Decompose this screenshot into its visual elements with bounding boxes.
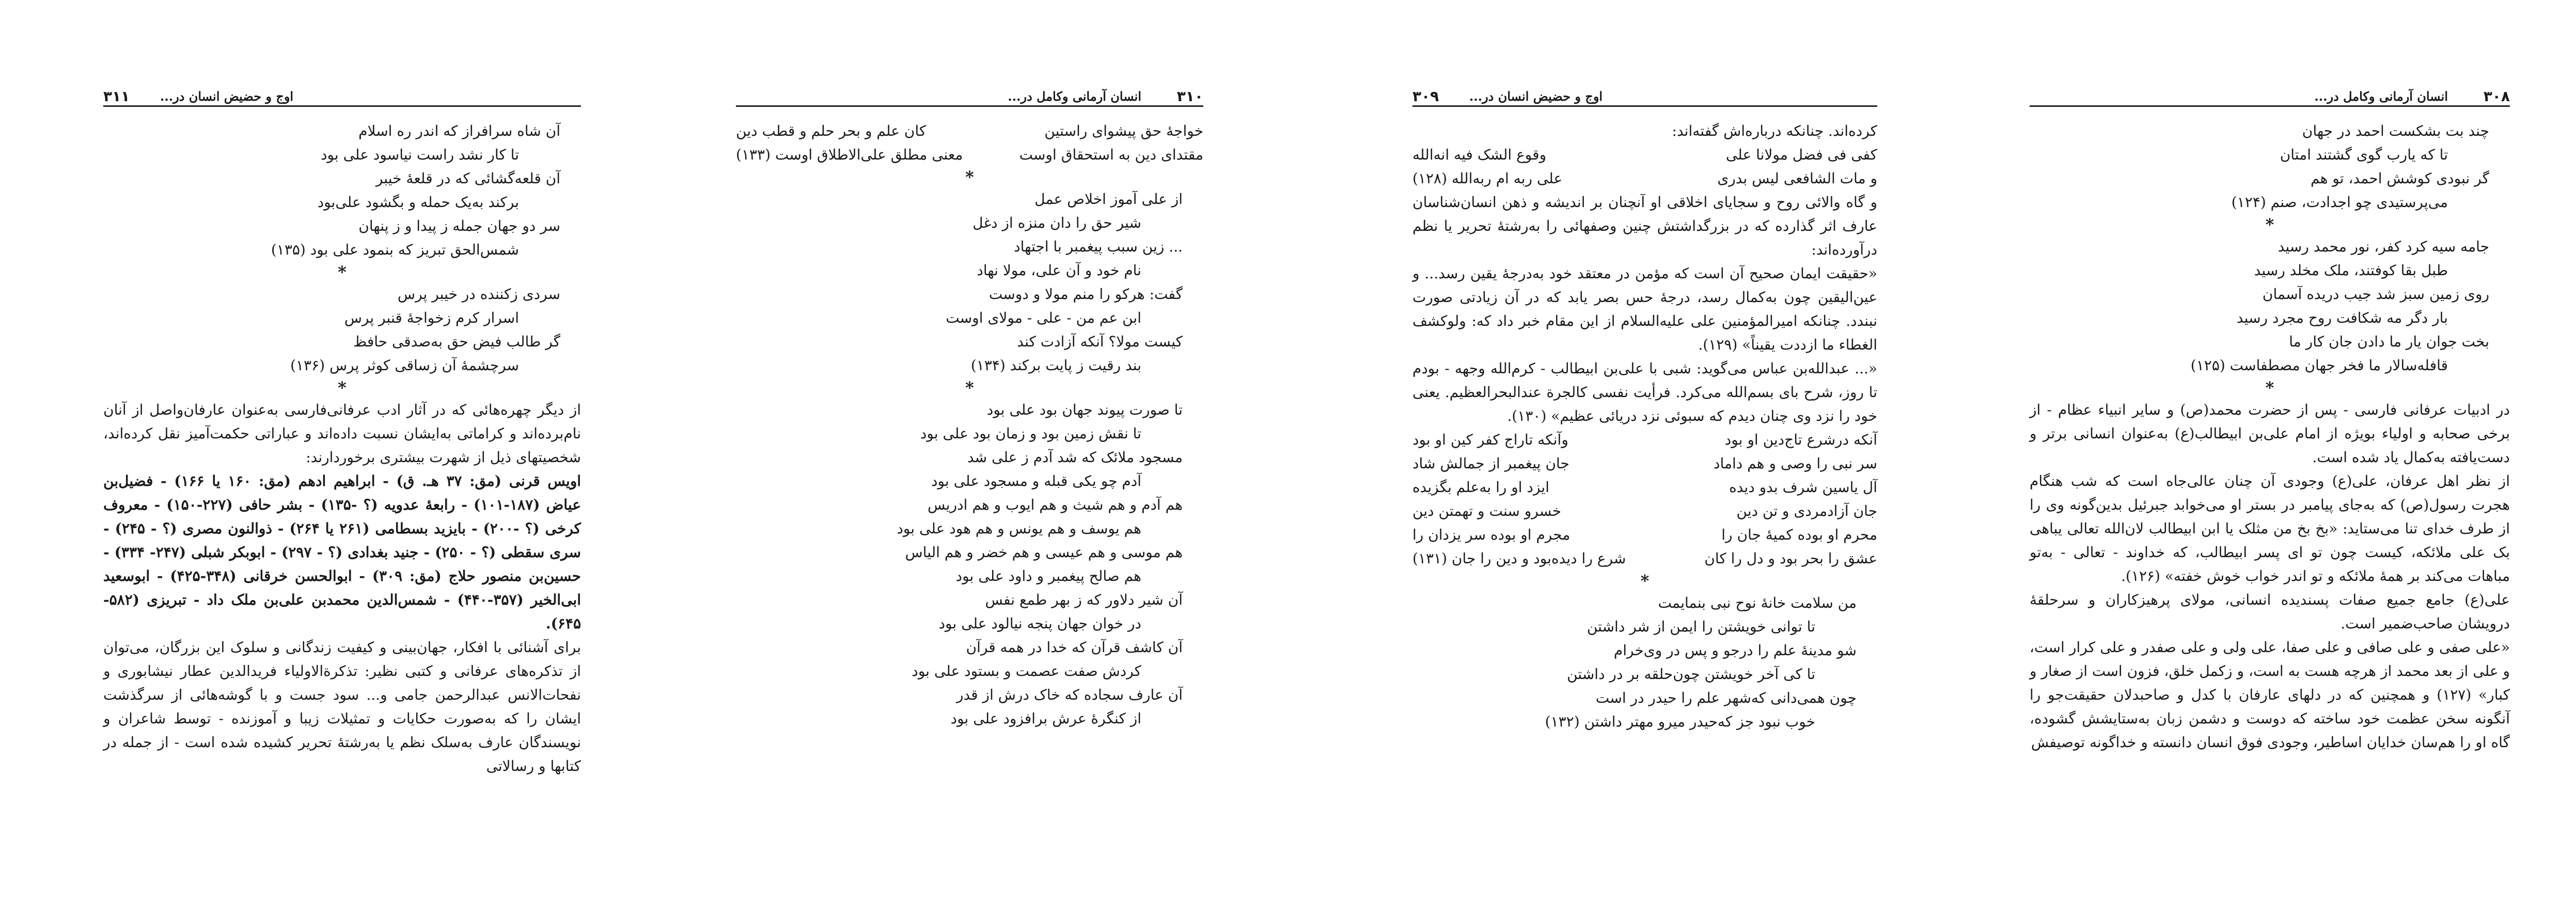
verse-line: تا نقش زمین بود و زمان بود علی بود (920, 425, 1141, 442)
verse-line: طبل بقا کوفتند، ملک مخلد رسید (2254, 262, 2448, 279)
verse-line: من سلامت خانهٔ نوح نبی بنمایمت (1658, 594, 1857, 611)
verse-pair (736, 143, 1203, 167)
verse-line: سرچشمهٔ آن زساقی کوثر پرس (۱۳۶) (290, 357, 519, 374)
verse-line: تا کار نشد راست نیاسود علی بود (320, 146, 519, 163)
verse-line: قافله‌سالار ما فخر جهان مصطفاست (۱۲۵) (2190, 357, 2448, 374)
verse-line: از کنگرهٔ عرش برافزود علی بود (950, 710, 1141, 727)
verse-line: گر نبودی کوشش احمد، تو هم (2311, 170, 2489, 187)
page-body (1412, 119, 1877, 734)
verse-hemistich-right: آنکه درشرع تاج‌دین او بود (1724, 431, 1877, 448)
verse-pair (1412, 476, 1877, 499)
verse-line: آن شاه سرافراز که اندر ره اسلام (358, 122, 560, 139)
page-body (736, 119, 1203, 731)
verse-pair (1412, 143, 1877, 167)
verse-hemistich-right: و مات الشافعی لیس بدری (1717, 170, 1877, 187)
verse-pair (1412, 428, 1877, 452)
verse-hemistich-left: معنی مطلق علی‌الاطلاق اوست (۱۳۳) (736, 146, 963, 163)
verse-hemistich-left: علی ربه ام ربه‌الله (۱۲۸) (1412, 170, 1563, 187)
verse-hemistich-right: خواجهٔ حق پیشوای راستین (1044, 122, 1203, 139)
section-separator: * (338, 378, 347, 398)
verse-pair (1412, 167, 1877, 191)
verse-line: از علی آموز اخلاص عمل (1034, 191, 1183, 208)
verse-hemistich-right: آل یاسین شرف بدو دیده (1729, 479, 1877, 496)
verse-pair (1412, 547, 1877, 571)
verse-line: تا توانی خویشتن را ایمن از شر داشتن (1587, 618, 1815, 635)
section-separator: * (338, 262, 347, 282)
page-body (2030, 119, 2510, 754)
running-title: اوج و حضیض انسان در... (160, 89, 294, 104)
verse-line: آن کاشف قرآن که خدا در همه قرآن (966, 639, 1183, 656)
verse-line: کیست مولا؟ آنکه آزادت کند (1017, 333, 1183, 350)
verse-hemistich-left: کان علم و بحر حلم و قطب دین (736, 122, 926, 139)
page-308 (2030, 88, 2510, 754)
prose-paragraph: در ادبیات عرفانی فارسی - پس از حضرت محمد(ص) و سایر انبیاء عظام - از برخی صحابه و اولیاء بویژه از امام علی‌بن ابیطالب(ع) به‌عنوان انسانی برتر و دست‌یافته به‌کمال یاد شده است. (2030, 401, 2510, 466)
page-header (736, 88, 1203, 107)
prose-paragraph: و گاه والائی روح و سجایای اخلاقی او آنچنان بر اندیشه و ذهن انسان‌شناسان عارف اثر گذارده که در بزرگداشتش چنین وصفهائی را به‌رشتهٔ تحریر یا نظم درآورده‌اند: (1412, 194, 1877, 258)
page-310 (736, 88, 1203, 731)
verse-line: اسرار کرم زخواجهٔ قنبر پرس (344, 309, 519, 326)
verse-pair (1412, 499, 1877, 523)
page-number: ۳۱۰ (1176, 88, 1203, 105)
prose-paragraph: «علی صفی و علی صافی و علی صفا، علی ولی و علی صفدر و علی کرار است، و علی از بعد محمد از هرچه هست به است، و زکمل خلق، فزون است از صغار و کبار» (۱۲۷) و همچنین که در دلهای عارفان با کدل و صاحبدلان حقیقت‌جو را آنگونه سخن عظمت خود ساخته که دوست و دشمن زبان به‌ستایشش گشوده، گاه او را هم‌سان خدایان اساطیر، وجودی فوق انسان دانسته و خداگونه توصیفش (2030, 639, 2510, 751)
verse-line: بخت جوان یار ما دادن جان کار ما (2289, 333, 2489, 350)
verse-hemistich-right: سر نبی را وصی و هم داماد (1714, 455, 1877, 472)
verse-hemistich-left: مجرم او بوده سر یزدان را (1412, 526, 1570, 543)
verse-hemistich-left: ایزد او را به‌علم بگزیده (1412, 479, 1549, 496)
verse-line: بار دگر مه شکافت روح مجرد رسید (2236, 309, 2448, 326)
verse-line: جامه سیه کرد کفر، نور محمد رسید (2277, 238, 2489, 255)
verse-line: شو مدینهٔ علم را درجو و پس در وی‌خرام (1613, 642, 1857, 659)
verse-hemistich-right: مقتدای دین به استحقاق اوست (1019, 146, 1203, 163)
verse-line: آدم چو یکی قبله و مسجود علی بود (931, 472, 1141, 490)
verse-line: گفت: هرکو را منم مولا و دوست (988, 286, 1183, 303)
verse-line: شیر حق را دان منزه از دغل (972, 214, 1141, 231)
page-311 (103, 88, 581, 778)
verse-hemistich-right: کفی فی فضل مولانا علی (1725, 146, 1877, 163)
verse-line: سر دو جهان جمله ز پیدا و ز پنهان (358, 217, 560, 234)
verse-line: ابن عم من - علی - مولای اوست (946, 309, 1141, 326)
verse-line: کرده‌اند. چنانکه درباره‌اش گفته‌اند: (1672, 122, 1877, 139)
verse-line: در خوان جهان پنجه نیالود علی بود (938, 615, 1141, 632)
running-title: اوج و حضیض انسان در... (1469, 89, 1603, 104)
verse-line: تا صورت پیوند جهان بود علی بود (986, 401, 1183, 418)
prose-paragraph: از نظر اهل عرفان، علی(ع) وجودی آن چنان عالی‌جاه است که شب هنگام هجرت رسول(ص) که به‌جای پیامبر در بستر او می‌خوابد جبرئیل بدین‌گونه وی را از طرف خدای تنا می‌ستاید: «بخ بخ من مثلک یا ابن ابیطالب لان‌الله تعالی یباهی بک علی ملائکه، کیست چون تو ای پسر ابیطالب، که خداوند - تعالی - به‌تو مباهات می‌کند بر همهٔ ملائکه و تو اندر خواب خوش خفته» (۱۲۶). (2030, 472, 2510, 585)
verse-line: هم آدم و هم شیث و هم ایوب و هم ادریس (928, 496, 1183, 513)
verse-line: نام خود و آن علی، مولا نهاد (977, 262, 1141, 279)
verse-hemistich-left: خسرو سنت و تهمتن دین (1412, 502, 1562, 519)
verse-pair (1412, 452, 1877, 476)
verse-pair (736, 119, 1203, 143)
verse-hemistich-left: وقوع الشک فیه انه‌الله (1412, 146, 1547, 163)
verse-line: روی زمین سبز شد جیب دریده آسمان (2262, 286, 2489, 303)
verse-hemistich-right: عشق را بحر بود و دل را کان (1704, 550, 1877, 567)
verse-line: شمس‌الحق تبریز که بنمود علی بود (۱۳۵) (271, 241, 519, 258)
verse-line: هم موسی و هم عیسی و هم خضر و هم الیاس (905, 544, 1183, 561)
verse-line: مسجود ملائک که شد آدم ز علی شد (967, 449, 1183, 466)
page-number: ۳۰۸ (2483, 88, 2510, 105)
verse-hemistich-right: جان آزادمردی و تن دین (1736, 502, 1877, 519)
prose-paragraph: از دیگر چهره‌هائی که در آثار ادب عرفانی‌فارسی به‌عنوان عارفان‌واصل از آنان نام‌برده‌اند و کراماتی به‌ایشان نسبت داده‌اند و عباراتی حکمت‌آمیز نقل کرده‌اند، شخصیتهای ذیل از شهرت بیشتری برخوردارند: (103, 401, 581, 466)
verse-line: چون همی‌دانی که‌شهر علم را حیدر در است (1595, 689, 1857, 706)
verse-line: هم یوسف و هم یونس و هم هود علی بود (897, 520, 1141, 537)
section-separator: * (965, 378, 974, 398)
verse-line: هم صالح پیغمبر و داود علی بود (955, 567, 1141, 585)
verse-line: تا که یارب گوی گشتند امتان (2280, 146, 2448, 163)
section-separator: * (1640, 571, 1650, 591)
verse-line: آن شیر دلاور که ز بهر طمع نفس (985, 591, 1183, 608)
section-separator: * (2265, 215, 2274, 234)
section-separator: * (965, 167, 974, 187)
running-title: انسان آرمانی وکامل در... (2314, 89, 2448, 104)
verse-line: ... زین سبب پیغمبر با اجتهاد (1014, 238, 1183, 255)
verse-hemistich-left: شرع را دیده‌بود و دین را جان (۱۳۱) (1412, 550, 1626, 567)
page-header (2030, 88, 2510, 107)
verse-hemistich-left: جان پیغمبر از جمالش شاد (1412, 455, 1569, 472)
page-number: ۳۱۱ (103, 88, 130, 105)
prose-paragraph: علی(ع) جامع جمیع صفات پسندیده انسانی، مولای پرهیزکاران و سرحلقهٔ درویشان صاحب‌ضمیر است. (2030, 591, 2510, 632)
verse-line: بند رقیت ز پایت برکند (۱۳۴) (970, 357, 1141, 374)
page-header (1412, 88, 1877, 107)
verse-line: سردی زکننده در خیبر پرس (397, 286, 560, 303)
verse-line: کردش صفت عصمت و بستود علی بود (912, 662, 1141, 680)
verse-line: تا کی آخر خویشتن چون‌حلقه بر در داشتن (1567, 666, 1815, 683)
prose-paragraph: اویس قرنی (مق: ۳۷ هـ. ق) - ابراهیم ادهم (مق: ۱۶۰ یا ۱۶۶) - فضیل‌بن عیاض (۱۸۷-۱۰۱) - رابعهٔ عدویه (؟ -۱۳۵) - بشر حافی (۲۲۷-۱۵۰) - معروف کرخی (؟ -۲۰۰) - بایزید بسطامی (۲۶۱ یا ۲۶۴) - ذوالنون مصری (؟ - ۲۴۵) - سری سقطی (؟ - ۲۵۰) - جنید بغدادی (؟ - ۲۹۷) - ابوبکر شبلی (۲۴۷- ۳۳۴) - حسین‌بن منصور حلاج (مق: ۳۰۹) - ابوالحسن خرقانی (۳۴۸-۴۲۵) - ابوسعید ابی‌الخیر (۳۵۷-۴۴۰) - شمس‌الدین محمدبن علی‌بن ملک داد - تبریزی (۵۸۲- ۶۴۵). (103, 472, 582, 632)
page-header (103, 88, 581, 107)
verse-line: آن عارف سجاده که خاک درش از قدر (956, 686, 1183, 703)
verse-hemistich-right: محرم او بوده کمیهٔ جان را (1721, 526, 1877, 543)
prose-paragraph: «حقیقت ایمان صحیح آن است که مؤمن در معتقد خود به‌درجهٔ یقین رسد... و عین‌الیقین چون به‌کمال رسد، درجهٔ حس بصر یابد که در آن زیادتی صورت نبندد. چنانکه امیرالمؤمنین علی علیه‌السلام از این مقام خبر داد که: ولوکشف الغطاء ما ازددت یقیناً» (۱۲۹). (1412, 265, 1877, 353)
verse-line: می‌پرستیدی چو اجدادت، صنم (۱۲۴) (2231, 194, 2448, 211)
verse-hemistich-left: وآنکه تاراج کفر کین او بود (1412, 431, 1568, 448)
verse-line: گر طالب فیض حق به‌صدقی حافظ (353, 333, 560, 350)
verse-line: چند بت بشکست احمد در جهان (2302, 122, 2489, 139)
verse-line: برکند به‌یک حمله و بگشود علی‌بود (317, 194, 519, 211)
prose-paragraph: برای آشنائی با افکار، جهان‌بینی و کیفیت زندگانی و سلوک این بزرگان، می‌توان از تذکره‌های عرفانی و کتبی نظیر: تذکرة‌الاولیاء فریدالدین عطار نیشابوری و نفحات‌الانس عبدالرحمن جامی و... سود جست و با گوشه‌هائی از سرگذشت ایشان را که به‌صورت حکایات و تمثیلات زیبا و آموزنده - توسط شاعران و نویسندگان عارف به‌سلک نظم یا به‌رشتهٔ تحریر کشیده شده است - از جمله در کتابها و رسالاتی (103, 639, 581, 775)
prose-paragraph: «... عبدالله‌بن عباس می‌گوید: شبی با علی‌بن ابیطالب - کرم‌الله وجهه - بودم تا روز، شرح بای بسم‌الله می‌کرد. فرأیت نفسی کالجرة عندالبحرالعظیم. یعنی خود را نزد وی چنان دیدم که سبوئی نزد دریائی عظیم» (۱۳۰). (1412, 360, 1877, 424)
running-title: انسان آرمانی وکامل در... (1008, 89, 1141, 104)
verse-line: خوب نبود جز که‌حیدر میرو مهتر داشتن (۱۳۲) (1545, 713, 1815, 730)
page-number: ۳۰۹ (1412, 88, 1439, 105)
section-separator: * (2265, 378, 2274, 398)
page-309 (1412, 88, 1877, 734)
verse-line: آن قلعه‌گشائی که در قلعهٔ خیبر (375, 170, 560, 187)
verse-pair (1412, 523, 1877, 547)
page-body (103, 119, 581, 778)
